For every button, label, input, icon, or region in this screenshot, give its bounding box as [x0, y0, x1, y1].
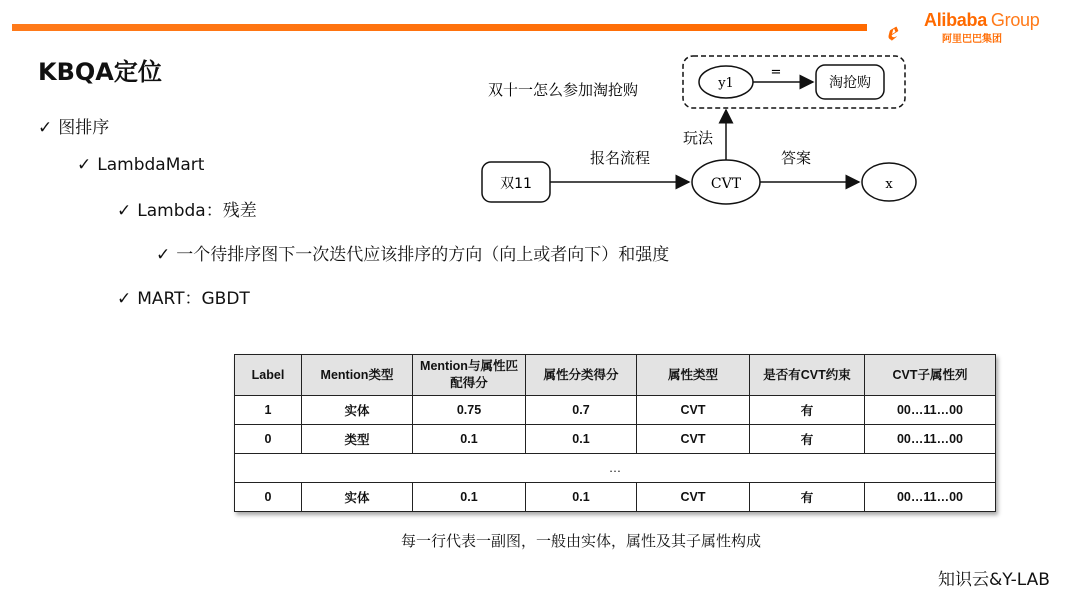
table-cell: CVT — [637, 425, 750, 454]
brand-group: Group — [990, 10, 1040, 30]
table-cell: 0.1 — [526, 483, 637, 512]
node-y1-label: y1 — [718, 76, 734, 91]
bullet-text: LambdaMart — [97, 155, 205, 175]
kbqa-graph-diagram — [470, 48, 930, 218]
table-cell: CVT — [637, 396, 750, 425]
table-cell: 0 — [235, 425, 302, 454]
check-icon: ✓ — [117, 289, 132, 309]
table-cell: 00…11…00 — [865, 483, 996, 512]
table-cell: 实体 — [302, 396, 413, 425]
edge-equals-label: = — [770, 65, 782, 80]
bullet-text: Lambda：残差 — [137, 201, 257, 221]
question-text: 双十一怎么参加淘抢购 — [488, 81, 639, 99]
table-cell: 0.1 — [413, 483, 526, 512]
table-cell: 有 — [750, 396, 865, 425]
footer-credit: 知识云&Y-LAB — [938, 570, 1050, 590]
alibaba-group-logo — [886, 8, 1062, 47]
top-accent-bar — [12, 24, 867, 31]
edge-answer-label: 答案 — [780, 149, 812, 167]
table-cell: 1 — [235, 396, 302, 425]
header-mention-type: Mention类型 — [302, 355, 413, 396]
table-caption: 每一行代表一副图，一般由实体，属性及其子属性构成 — [401, 532, 762, 550]
bullet-level3 — [117, 284, 250, 309]
header-mention-score: Mention与属性匹配得分 — [413, 355, 526, 396]
header-cvt-constraint: 是否有CVT约束 — [750, 355, 865, 396]
edge-signup-label: 报名流程 — [589, 149, 651, 167]
check-icon: ✓ — [38, 118, 53, 138]
header-label: Label — [235, 355, 302, 396]
table-cell: 0.1 — [413, 425, 526, 454]
table-cell: 00…11…00 — [865, 396, 996, 425]
node-taoqianggou-label: 淘抢购 — [829, 75, 871, 91]
bullet-level3 — [117, 196, 257, 221]
bullet-text: 图排序 — [58, 118, 110, 138]
table-cell: 实体 — [302, 483, 413, 512]
table-cell: 0 — [235, 483, 302, 512]
table-cell: 类型 — [302, 425, 413, 454]
table-header-row — [235, 355, 996, 396]
slide-title: KBQA定位 — [38, 58, 162, 86]
feature-table — [234, 354, 996, 512]
brand-name: Alibaba — [924, 10, 987, 30]
table-row — [235, 396, 996, 425]
bullet-text: 一个待排序图下一次迭代应该排序的方向（向上或者向下）和强度 — [176, 245, 670, 265]
table-cell: 0.1 — [526, 425, 637, 454]
check-icon: ✓ — [156, 245, 171, 265]
header-cvt-subattr: CVT子属性列 — [865, 355, 996, 396]
table-row — [235, 483, 996, 512]
edge-play-label: 玩法 — [682, 129, 714, 147]
table-cell: 有 — [750, 425, 865, 454]
alibaba-logo-icon: ꬲ — [886, 17, 897, 47]
table-ellipsis: … — [235, 454, 996, 483]
table-cell: 有 — [750, 483, 865, 512]
header-attr-type: 属性类型 — [637, 355, 750, 396]
check-icon: ✓ — [117, 201, 132, 221]
check-icon: ✓ — [77, 155, 92, 175]
table-cell: 0.75 — [413, 396, 526, 425]
bullet-level4 — [156, 240, 669, 265]
node-shuang11-label: 双11 — [500, 176, 532, 192]
table-cell: CVT — [637, 483, 750, 512]
brand-chinese-name: 阿里巴巴集团 — [942, 34, 1002, 45]
table-ellipsis-row — [235, 454, 996, 483]
table-cell: 0.7 — [526, 396, 637, 425]
bullet-text: MART：GBDT — [137, 289, 250, 309]
table-row — [235, 425, 996, 454]
header-attr-class-score: 属性分类得分 — [526, 355, 637, 396]
table-cell: 00…11…00 — [865, 425, 996, 454]
bullet-level1 — [38, 113, 109, 138]
node-cvt-label: CVT — [710, 176, 742, 192]
node-x-label: x — [885, 177, 893, 192]
bullet-level2 — [77, 155, 204, 175]
